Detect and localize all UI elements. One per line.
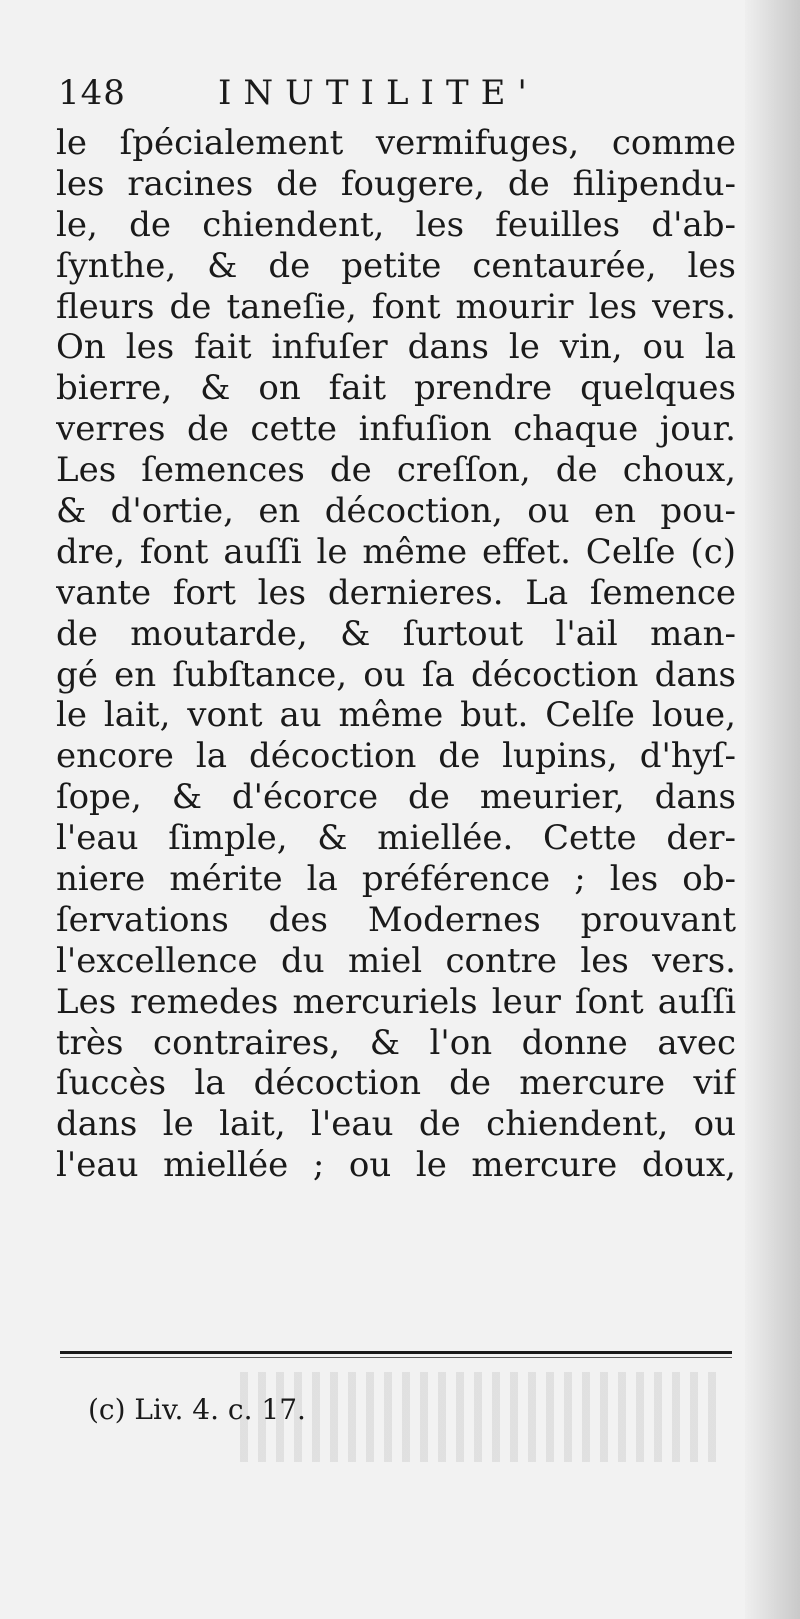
text-line: On les fait infuſer dans le vin, ou la (56, 327, 736, 368)
text-line: niere mérite la préférence ; les ob- (56, 859, 736, 900)
show-through-bleed (240, 1372, 720, 1462)
text-line: Les remedes mercuriels leur ſont auſſi (56, 981, 736, 1022)
text-line: bierre, & on fait prendre quelques (56, 368, 736, 409)
text-line: le, de chiendent, les feuilles d'ab- (56, 204, 736, 245)
text-line: ſope, & d'écorce de meurier, dans (56, 777, 736, 818)
text-line: ſynthe, & de petite centaurée, les (56, 245, 736, 286)
text-line: l'excellence du miel contre les vers. (56, 940, 736, 981)
text-line: très contraires, & l'on donne avec (56, 1022, 736, 1063)
text-line: ſervations des Modernes prouvant (56, 899, 736, 940)
text-line: Les ſemences de creſſon, de choux, (56, 450, 736, 491)
text-line: vante fort les dernieres. La ſemence (56, 572, 736, 613)
text-line: l'eau miellée ; ou le mercure doux, (56, 1145, 736, 1186)
text-line: le lait, vont au même but. Celſe loue, (56, 695, 736, 736)
text-line: dans le lait, l'eau de chiendent, ou (56, 1104, 736, 1145)
text-line: l'eau ſimple, & miellée. Cette der- (56, 818, 736, 859)
text-line: encore la décoction de lupins, d'hyſ- (56, 736, 736, 777)
footnote-rule-thin (60, 1357, 732, 1358)
footnote-rule (60, 1351, 732, 1354)
page-edge-shadow (745, 0, 800, 1619)
text-line: le ſpécialement vermifuges, comme (56, 123, 736, 163)
running-head: INUTILITE' (218, 73, 539, 113)
text-line: dre, font auſſi le même effet. Celſe (c) (56, 531, 736, 572)
body-text (56, 123, 736, 1186)
text-line: fleurs de taneſie, font mourir les vers. (56, 286, 736, 327)
text-line: & d'ortie, en décoction, ou en pou- (56, 491, 736, 532)
text-line: de moutarde, & ſurtout l'ail man- (56, 613, 736, 654)
text-line: gé en ſubſtance, ou ſa décoction dans (56, 654, 736, 695)
text-line: ſuccès la décoction de mercure vif (56, 1063, 736, 1104)
page-number: 148 (58, 73, 126, 113)
footnote: (c) Liv. 4. c. 17. (88, 1393, 306, 1426)
text-line: verres de cette infuſion chaque jour. (56, 409, 736, 450)
page-header (58, 68, 738, 118)
text-line: les racines de fougere, de filipendu- (56, 163, 736, 204)
